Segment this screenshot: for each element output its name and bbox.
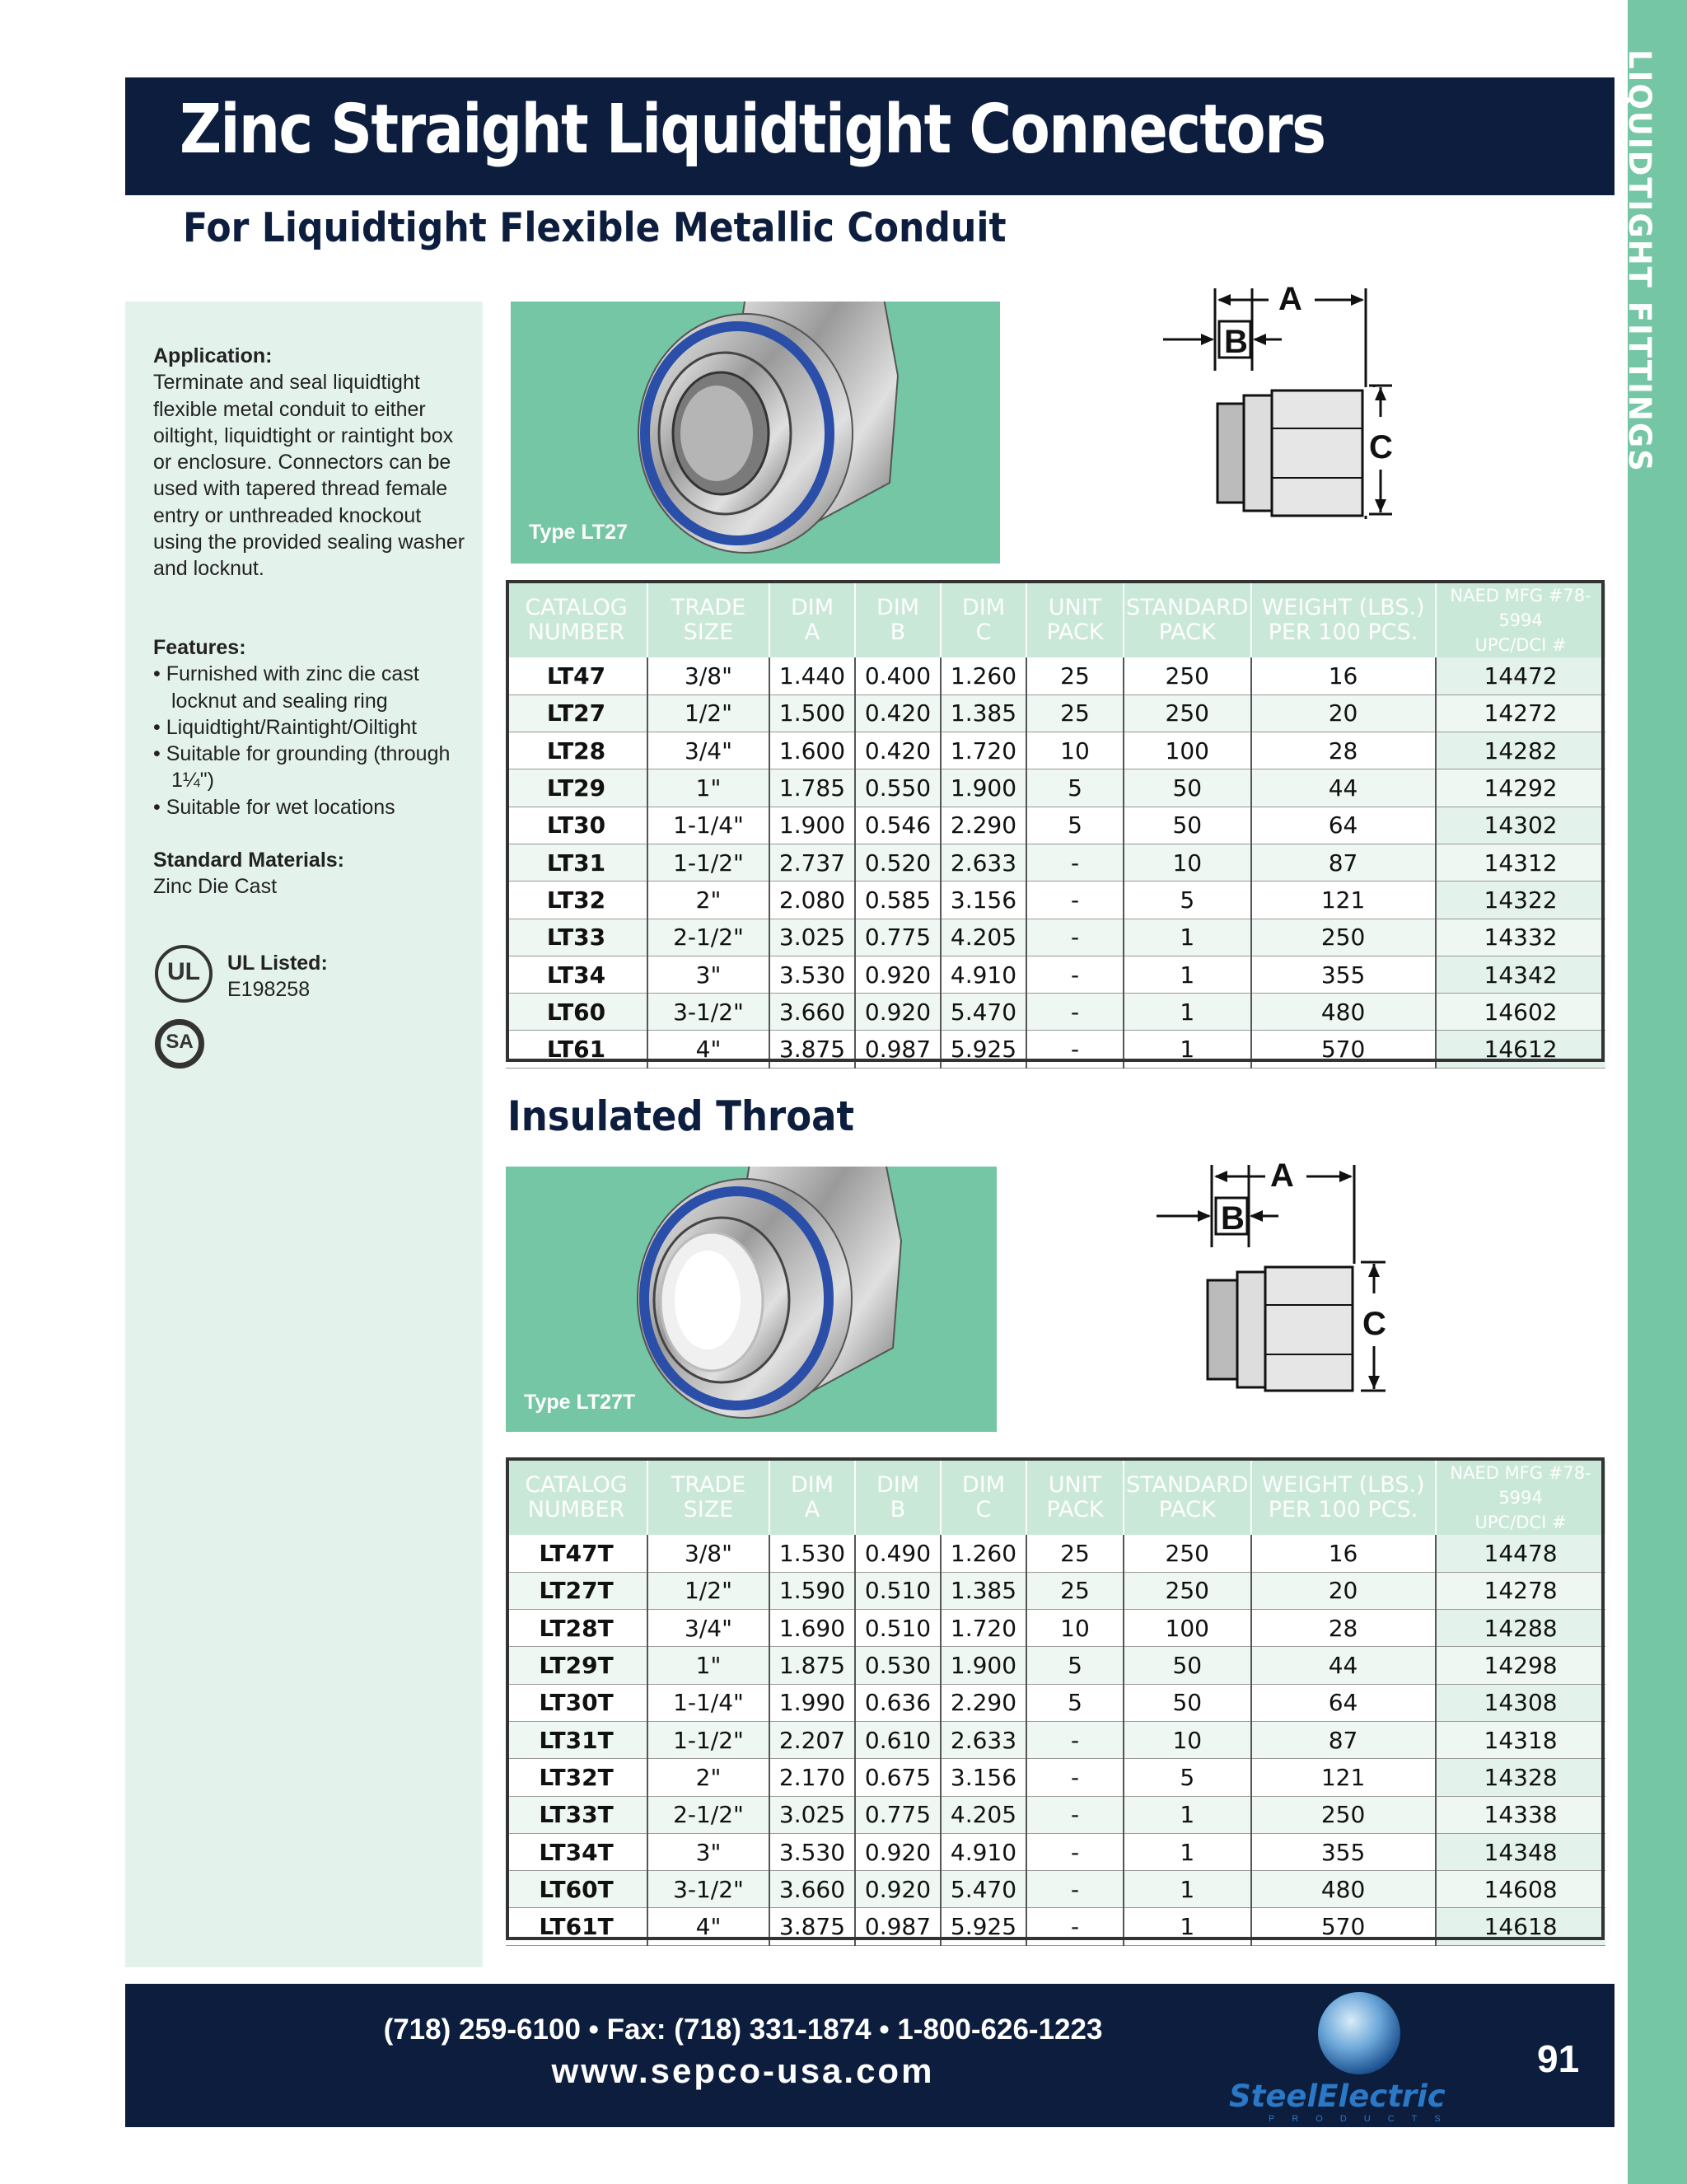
table-cell: 3": [647, 1833, 769, 1870]
table-cell: 3/4": [647, 1610, 769, 1647]
column-header-line: CATALOG: [525, 595, 628, 620]
column-header-line: SIZE: [683, 620, 734, 645]
table-cell: 14612: [1436, 1031, 1605, 1068]
table-cell: 355: [1251, 1833, 1436, 1870]
catalog-number-cell: LT47T: [506, 1535, 647, 1572]
table-cell: 250: [1124, 1535, 1251, 1572]
csa-logo-text: SA: [166, 1031, 194, 1053]
table-cell: 28: [1251, 1610, 1436, 1647]
table-cell: 25: [1026, 657, 1124, 694]
table-cell: 64: [1251, 1684, 1436, 1721]
table-cell: 50: [1124, 807, 1251, 844]
table-cell: 480: [1251, 994, 1436, 1031]
table-cell: 25: [1026, 1572, 1124, 1609]
table-cell: 570: [1251, 1908, 1436, 1945]
catalog-number-cell: LT60: [506, 994, 647, 1031]
table-cell: 1.500: [769, 694, 855, 732]
table-cell: 3/8": [647, 1535, 769, 1572]
table-cell: 2.170: [769, 1759, 855, 1796]
table-cell: 121: [1251, 882, 1436, 919]
catalog-number-cell: LT33: [506, 919, 647, 956]
table-cell: 1-1/2": [647, 1721, 769, 1758]
table-cell: 2": [647, 1759, 769, 1796]
page-subtitle: For Liquidtight Flexible Metallic Conduit: [183, 204, 1007, 251]
table-cell: 25: [1026, 694, 1124, 732]
dimension-diagram-icon: [1150, 1148, 1414, 1396]
table-cell: 2.207: [769, 1721, 855, 1758]
table-cell: 87: [1251, 1721, 1436, 1758]
column-header-line: UNIT: [1048, 595, 1102, 620]
dim-c-label: C: [1369, 429, 1393, 465]
table-cell: 3.025: [769, 1796, 855, 1833]
column-header-line: CATALOG: [525, 1472, 628, 1498]
catalog-number-cell: LT27T: [506, 1572, 647, 1609]
table-cell: 250: [1251, 919, 1436, 956]
catalog-number-cell: LT29: [506, 769, 647, 807]
table-cell: 14278: [1436, 1572, 1605, 1609]
page-number: 91: [1537, 2037, 1580, 2080]
ul-number: E198258: [227, 978, 311, 1001]
column-header-line: UPC/DCI #: [1474, 1513, 1567, 1532]
table-cell: 3.156: [941, 882, 1026, 919]
column-header-line: PACK: [1046, 620, 1104, 645]
table-cell: 14342: [1436, 956, 1605, 993]
table-cell: -: [1026, 882, 1124, 919]
column-header-line: PER 100 PCS.: [1268, 620, 1418, 645]
table-cell: 0.920: [855, 994, 941, 1031]
table-cell: 14288: [1436, 1610, 1605, 1647]
table-cell: 480: [1251, 1871, 1436, 1908]
table-cell: 5.925: [941, 1908, 1026, 1945]
csa-logo-icon: [155, 1019, 204, 1069]
table-cell: 14322: [1436, 882, 1605, 919]
materials-section: [153, 847, 466, 900]
table-cell: 1.260: [941, 1535, 1026, 1572]
catalog-number-cell: LT28T: [506, 1610, 647, 1647]
logo-subtext: PRODUCTS: [1269, 2114, 1458, 2124]
table-cell: 4": [647, 1031, 769, 1068]
table-cell: 0.546: [855, 807, 941, 844]
table-cell: 16: [1251, 1535, 1436, 1572]
column-header-line: C: [975, 1497, 992, 1522]
table-cell: 100: [1124, 1610, 1251, 1647]
column-header-line: B: [890, 1497, 906, 1522]
table-cell: -: [1026, 919, 1124, 956]
table-cell: 0.610: [855, 1721, 941, 1758]
table-cell: 14292: [1436, 769, 1605, 807]
table-cell: 3-1/2": [647, 994, 769, 1031]
catalog-number-cell: LT28: [506, 732, 647, 769]
table-cell: 0.530: [855, 1647, 941, 1684]
features-heading: Features:: [153, 636, 246, 659]
column-header-line: PACK: [1158, 1497, 1216, 1522]
table-cell: 1.785: [769, 769, 855, 807]
table-cell: 14608: [1436, 1871, 1605, 1908]
table-cell: 1.875: [769, 1647, 855, 1684]
table-cell: -: [1026, 1871, 1124, 1908]
table-cell: 5.925: [941, 1031, 1026, 1068]
table-cell: 0.636: [855, 1684, 941, 1721]
column-header-line: NUMBER: [527, 1497, 625, 1522]
ul-listing: [227, 950, 328, 1003]
table-cell: 0.775: [855, 919, 941, 956]
column-header-line: DIM: [790, 1472, 834, 1498]
table-cell: 3.156: [941, 1759, 1026, 1796]
table-cell: 1.600: [769, 732, 855, 769]
table-cell: -: [1026, 1908, 1124, 1945]
catalog-number-cell: LT31: [506, 844, 647, 881]
catalog-number-cell: LT31T: [506, 1721, 647, 1758]
table-cell: 1: [1124, 1833, 1251, 1870]
catalog-number-cell: LT29T: [506, 1647, 647, 1684]
table-cell: 3.530: [769, 956, 855, 993]
dim-b-label: B: [1221, 1200, 1245, 1237]
table-cell: 250: [1124, 694, 1251, 732]
catalog-number-cell: LT34T: [506, 1833, 647, 1870]
table-cell: 3/8": [647, 657, 769, 694]
table-cell: 1/2": [647, 1572, 769, 1609]
catalog-number-cell: LT32T: [506, 1759, 647, 1796]
table-cell: 28: [1251, 732, 1436, 769]
table-cell: 10: [1124, 844, 1251, 881]
table-cell: 14602: [1436, 994, 1605, 1031]
table-cell: 1.530: [769, 1535, 855, 1572]
table-cell: 1.260: [941, 657, 1026, 694]
column-header-line: STANDARD: [1126, 1472, 1249, 1498]
table-cell: -: [1026, 844, 1124, 881]
table-cell: 1": [647, 1647, 769, 1684]
table-cell: 1-1/2": [647, 844, 769, 881]
table-cell: 5: [1026, 807, 1124, 844]
feature-item: • Suitable for grounding (through 1¼"): [153, 742, 451, 793]
table-cell: 20: [1251, 694, 1436, 732]
table-cell: 0.585: [855, 882, 941, 919]
column-header-line: A: [804, 620, 820, 645]
table-cell: 0.987: [855, 1031, 941, 1068]
table-cell: 1-1/4": [647, 807, 769, 844]
catalog-number-cell: LT61T: [506, 1908, 647, 1945]
product-photo-lt27t: [506, 1167, 997, 1432]
feature-item: • Furnished with zinc die cast locknut and sealing ring: [153, 662, 419, 713]
materials-text: Zinc Die Cast: [153, 875, 278, 899]
table-cell: 5: [1026, 1647, 1124, 1684]
table-cell: 4.910: [941, 956, 1026, 993]
side-tab-label: LIQUIDTIGHT FITTINGS: [1622, 49, 1657, 473]
application-heading: Application:: [153, 344, 273, 367]
dim-b-label: B: [1224, 324, 1248, 360]
table-cell: 2.290: [941, 807, 1026, 844]
table-cell: 1.385: [941, 1572, 1026, 1609]
table-cell: 14338: [1436, 1796, 1605, 1833]
table-cell: 3.875: [769, 1908, 855, 1945]
column-header-line: WEIGHT (LBS.): [1261, 595, 1425, 620]
table-cell: 4.205: [941, 919, 1026, 956]
column-header-line: NAED MFG #78-5994: [1450, 1463, 1591, 1508]
table-cell: 1.690: [769, 1610, 855, 1647]
table-cell: 4": [647, 1908, 769, 1945]
table-cell: 14298: [1436, 1647, 1605, 1684]
table-cell: 25: [1026, 1535, 1124, 1572]
table-cell: 0.550: [855, 769, 941, 807]
table-cell: 14282: [1436, 732, 1605, 769]
table-cell: 14332: [1436, 919, 1605, 956]
table-cell: 14312: [1436, 844, 1605, 881]
table-cell: 50: [1124, 1684, 1251, 1721]
table-cell: 10: [1026, 732, 1124, 769]
dim-a-label: A: [1278, 281, 1302, 317]
column-header-line: DIM: [876, 595, 920, 620]
table-cell: 250: [1124, 657, 1251, 694]
table-cell: 0.675: [855, 1759, 941, 1796]
photo-label: Type LT27T: [524, 1391, 636, 1414]
application-text: Terminate and seal liquidtight flexible metal conduit to either oiltight, liquidtight or raintight box or enclosure. Connectors can be used with tapered thread female entry or unthreaded knockout using the provided sealing washer and locknut.: [153, 371, 465, 581]
table-cell: 121: [1251, 1759, 1436, 1796]
table-cell: 1.720: [941, 732, 1026, 769]
ul-logo-icon: [155, 945, 213, 1003]
table-cell: 3.875: [769, 1031, 855, 1068]
catalog-number-cell: LT60T: [506, 1871, 647, 1908]
table-cell: 1: [1124, 994, 1251, 1031]
column-header-line: C: [975, 620, 992, 645]
column-header-line: A: [804, 1497, 820, 1522]
table-cell: 1.900: [941, 769, 1026, 807]
table-cell: 1: [1124, 956, 1251, 993]
globe-logo-icon: [1318, 1992, 1400, 2074]
table-cell: 355: [1251, 956, 1436, 993]
table-cell: 3.660: [769, 994, 855, 1031]
table-cell: 5: [1124, 882, 1251, 919]
table-cell: 1.900: [941, 1647, 1026, 1684]
table-cell: -: [1026, 956, 1124, 993]
table-cell: 64: [1251, 807, 1436, 844]
feature-item: • Suitable for wet locations: [153, 795, 395, 819]
table-cell: 2.737: [769, 844, 855, 881]
table-cell: 2": [647, 882, 769, 919]
table-cell: 1.385: [941, 694, 1026, 732]
logo-text: SteelElectric: [1229, 2079, 1446, 2114]
table-cell: 2-1/2": [647, 919, 769, 956]
table-cell: 1: [1124, 1871, 1251, 1908]
catalog-number-cell: LT32: [506, 882, 647, 919]
footer-website[interactable]: www.sepco-usa.com: [551, 2051, 935, 2090]
table-cell: 50: [1124, 769, 1251, 807]
table-cell: 14618: [1436, 1908, 1605, 1945]
product-photo-lt27: [511, 302, 1000, 564]
table-cell: 5: [1026, 769, 1124, 807]
table-cell: 1: [1124, 1908, 1251, 1945]
column-header-line: TRADE: [671, 595, 746, 620]
table-cell: 2.080: [769, 882, 855, 919]
table-cell: 1.590: [769, 1572, 855, 1609]
table-cell: 4.910: [941, 1833, 1026, 1870]
table-cell: 2.633: [941, 1721, 1026, 1758]
column-header-line: WEIGHT (LBS.): [1261, 1472, 1425, 1498]
table-cell: 250: [1124, 1572, 1251, 1609]
column-header-line: STANDARD: [1126, 595, 1249, 620]
table-cell: 0.920: [855, 1871, 941, 1908]
column-header-line: NAED MFG #78-5994: [1450, 586, 1591, 630]
table-cell: 44: [1251, 769, 1436, 807]
catalog-number-cell: LT30: [506, 807, 647, 844]
feature-item: • Liquidtight/Raintight/Oiltight: [153, 715, 418, 739]
ul-logo-text: UL: [167, 958, 200, 985]
table-cell: 5.470: [941, 994, 1026, 1031]
table-cell: 5.470: [941, 1871, 1026, 1908]
table-cell: 50: [1124, 1647, 1251, 1684]
column-header-line: B: [890, 620, 906, 645]
table-frame: [506, 580, 1605, 1062]
table-cell: 2.633: [941, 844, 1026, 881]
catalog-number-cell: LT33T: [506, 1796, 647, 1833]
table-cell: 0.987: [855, 1908, 941, 1945]
table-cell: 1.990: [769, 1684, 855, 1721]
table-cell: 0.920: [855, 956, 941, 993]
column-header-line: PER 100 PCS.: [1268, 1497, 1418, 1522]
table-cell: 87: [1251, 844, 1436, 881]
catalog-number-cell: LT61: [506, 1031, 647, 1068]
table-cell: 1.900: [769, 807, 855, 844]
column-header-line: PACK: [1046, 1497, 1104, 1522]
dim-c-label: C: [1362, 1306, 1386, 1342]
footer-phone: (718) 259-6100 • Fax: (718) 331-1874 • 1-800-626-1223: [383, 2013, 1103, 2046]
table-cell: 1-1/4": [647, 1684, 769, 1721]
page-title: Zinc Straight Liquidtight Connectors: [180, 91, 1325, 169]
catalog-number-cell: LT27: [506, 694, 647, 732]
table-cell: 44: [1251, 1647, 1436, 1684]
dimension-diagram-icon: [1153, 272, 1417, 519]
table-cell: -: [1026, 994, 1124, 1031]
dim-a-label: A: [1270, 1157, 1294, 1194]
table-cell: 14272: [1436, 694, 1605, 732]
table-cell: 0.420: [855, 694, 941, 732]
column-header-line: DIM: [961, 1472, 1006, 1498]
table-cell: 14328: [1436, 1759, 1605, 1796]
table-cell: 3.530: [769, 1833, 855, 1870]
table-cell: 4.205: [941, 1796, 1026, 1833]
table-cell: 0.775: [855, 1796, 941, 1833]
table-cell: 0.420: [855, 732, 941, 769]
table-cell: 0.510: [855, 1572, 941, 1609]
materials-heading: Standard Materials:: [153, 849, 345, 872]
table-frame: [506, 1457, 1605, 1940]
section-title-insulated-throat: Insulated Throat: [507, 1092, 855, 1140]
table-cell: 0.920: [855, 1833, 941, 1870]
table-cell: 14318: [1436, 1721, 1605, 1758]
table-cell: 2-1/2": [647, 1796, 769, 1833]
table-cell: 14302: [1436, 807, 1605, 844]
catalog-number-cell: LT30T: [506, 1684, 647, 1721]
table-cell: 10: [1026, 1610, 1124, 1647]
column-header-line: NUMBER: [527, 620, 625, 645]
table-cell: 3/4": [647, 732, 769, 769]
table-cell: 20: [1251, 1572, 1436, 1609]
table-cell: 14472: [1436, 657, 1605, 694]
application-section: [153, 343, 466, 582]
column-header-line: DIM: [790, 595, 834, 620]
table-cell: 1": [647, 769, 769, 807]
table-cell: 14478: [1436, 1535, 1605, 1572]
table-cell: 5: [1026, 1684, 1124, 1721]
table-cell: 570: [1251, 1031, 1436, 1068]
table-cell: 3.660: [769, 1871, 855, 1908]
table-cell: 14308: [1436, 1684, 1605, 1721]
ul-heading: UL Listed:: [227, 952, 328, 975]
table-cell: -: [1026, 1759, 1124, 1796]
table-cell: 1.720: [941, 1610, 1026, 1647]
features-section: [153, 634, 466, 821]
table-cell: 3": [647, 956, 769, 993]
column-header-line: SIZE: [683, 1497, 734, 1522]
table-cell: 1: [1124, 1796, 1251, 1833]
table-cell: 14348: [1436, 1833, 1605, 1870]
table-cell: 2.290: [941, 1684, 1026, 1721]
column-header-line: UNIT: [1048, 1472, 1102, 1498]
table-cell: -: [1026, 1796, 1124, 1833]
table-cell: 250: [1251, 1796, 1436, 1833]
table-cell: 16: [1251, 657, 1436, 694]
column-header-line: PACK: [1158, 620, 1216, 645]
table-cell: 100: [1124, 732, 1251, 769]
table-cell: 1: [1124, 1031, 1251, 1068]
column-header-line: UPC/DCI #: [1474, 635, 1567, 655]
table-cell: 0.520: [855, 844, 941, 881]
table-cell: 5: [1124, 1759, 1251, 1796]
table-cell: -: [1026, 1721, 1124, 1758]
table-cell: 10: [1124, 1721, 1251, 1758]
table-cell: 3.025: [769, 919, 855, 956]
table-cell: 1.440: [769, 657, 855, 694]
photo-label: Type LT27: [529, 521, 628, 544]
table-cell: 1: [1124, 919, 1251, 956]
table-cell: -: [1026, 1833, 1124, 1870]
table-cell: -: [1026, 1031, 1124, 1068]
column-header-line: DIM: [961, 595, 1006, 620]
table-cell: 3-1/2": [647, 1871, 769, 1908]
table-cell: 1/2": [647, 694, 769, 732]
table-cell: 0.510: [855, 1610, 941, 1647]
catalog-number-cell: LT47: [506, 657, 647, 694]
table-cell: 0.490: [855, 1535, 941, 1572]
table-cell: 0.400: [855, 657, 941, 694]
catalog-number-cell: LT34: [506, 956, 647, 993]
column-header-line: TRADE: [671, 1472, 746, 1498]
column-header-line: DIM: [876, 1472, 920, 1498]
